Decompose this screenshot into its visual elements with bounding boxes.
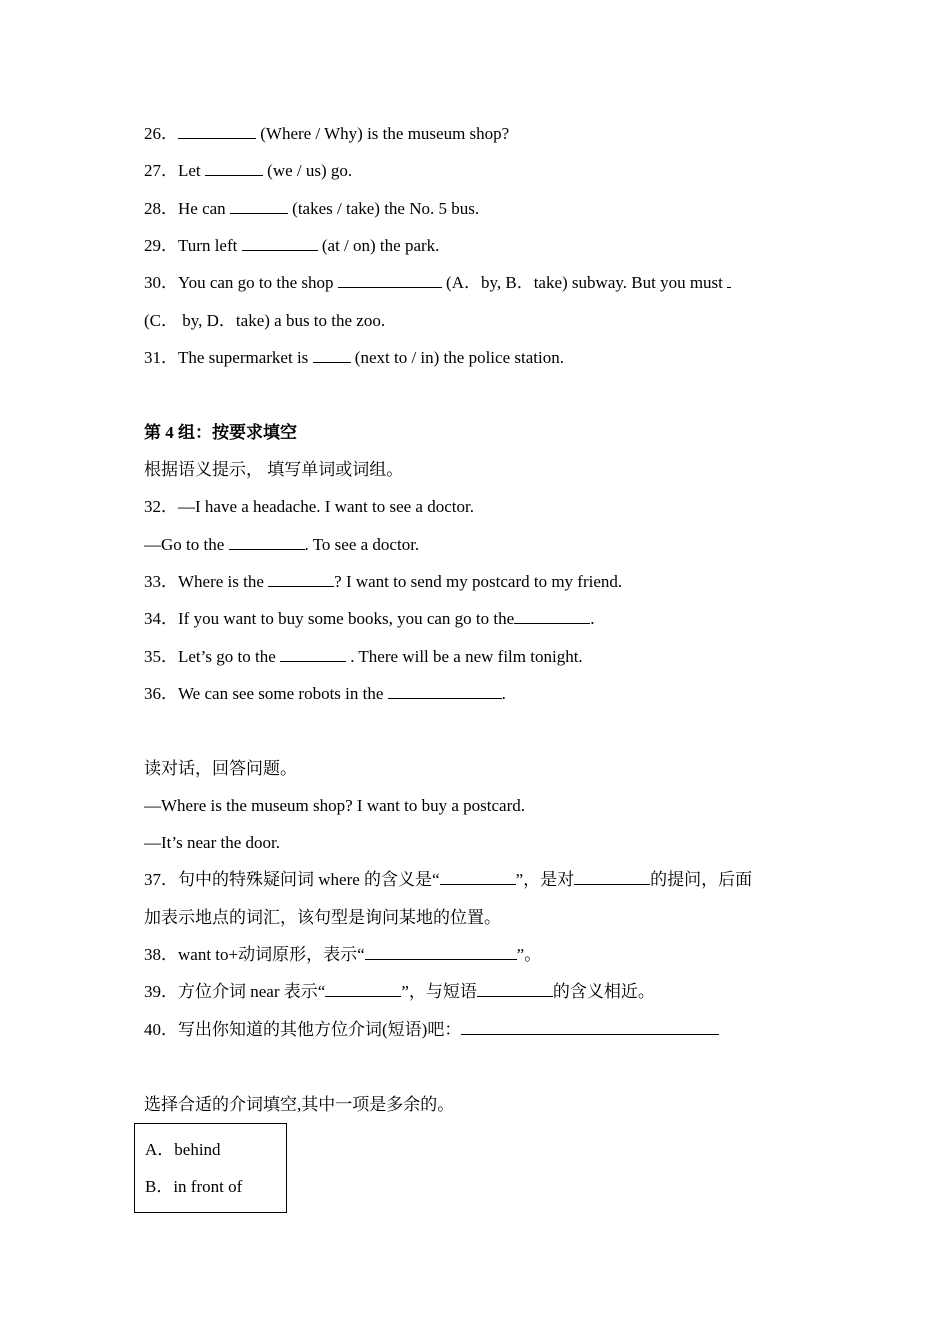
- answer-blank[interactable]: [280, 646, 346, 662]
- answer-blank[interactable]: [727, 272, 731, 288]
- question-36: 36．We can see some robots in the .: [144, 684, 506, 703]
- question-35: 35．Let’s go to the . There will be a new film tonight.: [144, 647, 583, 666]
- choice-instruction: 选择合适的介词填空,其中一项是多余的。: [144, 1095, 455, 1114]
- answer-blank[interactable]: [574, 869, 650, 885]
- options-box: [134, 1123, 287, 1213]
- answer-blank[interactable]: [514, 608, 590, 624]
- question-39: 39．方位介词 near 表示“ ”，与短语 的含义相近。: [144, 982, 655, 1001]
- question-27: 27．Let (we / us) go.: [144, 161, 353, 180]
- question-38: 38．want to+动词原形，表示“ ”。: [144, 945, 542, 964]
- question-31: 31．The supermarket is (next to / in) the police station.: [144, 348, 564, 367]
- answer-blank[interactable]: [205, 160, 263, 176]
- question-30: 30．You can go to the shop (A．by, B．take) subway. But you must: [144, 272, 731, 294]
- answer-blank[interactable]: [461, 1019, 719, 1035]
- question-37-continued: 加表示地点的词汇，该句型是询问某地的位置。: [144, 908, 501, 927]
- answer-blank[interactable]: [242, 235, 318, 251]
- question-26: 26． (Where / Why) is the museum shop?: [144, 124, 510, 143]
- answer-blank[interactable]: [440, 869, 516, 885]
- answer-blank[interactable]: [325, 981, 401, 997]
- answer-blank[interactable]: [388, 683, 502, 699]
- question-32-answer: —Go to the . To see a doctor.: [144, 535, 420, 554]
- question-32: 32．—I have a headache. I want to see a doctor.: [144, 497, 474, 516]
- option-b: B．in front of: [145, 1177, 243, 1196]
- question-33: 33．Where is the ? I want to send my postcard to my friend.: [144, 572, 623, 591]
- group-4-instruction: 根据语义提示， 填写单词或词组。: [144, 460, 404, 479]
- question-37: 37．句中的特殊疑问词 where 的含义是“ ”，是对 的提问，后面: [144, 870, 753, 889]
- answer-blank[interactable]: [230, 198, 288, 214]
- question-28: 28．He can (takes / take) the No. 5 bus.: [144, 199, 480, 218]
- group-4-heading: 第 4 组：按要求填空: [144, 423, 297, 442]
- answer-blank[interactable]: [365, 944, 517, 960]
- answer-blank[interactable]: [229, 534, 305, 550]
- dialogue-instruction: 读对话，回答问题。: [144, 759, 297, 778]
- answer-blank[interactable]: [313, 347, 351, 363]
- question-30-continued: (C． by, D．take) a bus to the zoo.: [144, 311, 386, 330]
- answer-blank[interactable]: [477, 981, 553, 997]
- question-29: 29．Turn left (at / on) the park.: [144, 236, 440, 255]
- answer-blank[interactable]: [268, 571, 334, 587]
- option-a: A．behind: [145, 1140, 221, 1159]
- answer-blank[interactable]: [178, 123, 256, 139]
- question-34: 34．If you want to buy some books, you can go to the .: [144, 609, 595, 628]
- answer-blank[interactable]: [338, 272, 442, 288]
- question-40: 40．写出你知道的其他方位介词(短语)吧：: [144, 1019, 719, 1041]
- dialogue-line-2: —It’s near the door.: [144, 833, 280, 852]
- dialogue-line-1: —Where is the museum shop? I want to buy a postcard.: [144, 796, 525, 815]
